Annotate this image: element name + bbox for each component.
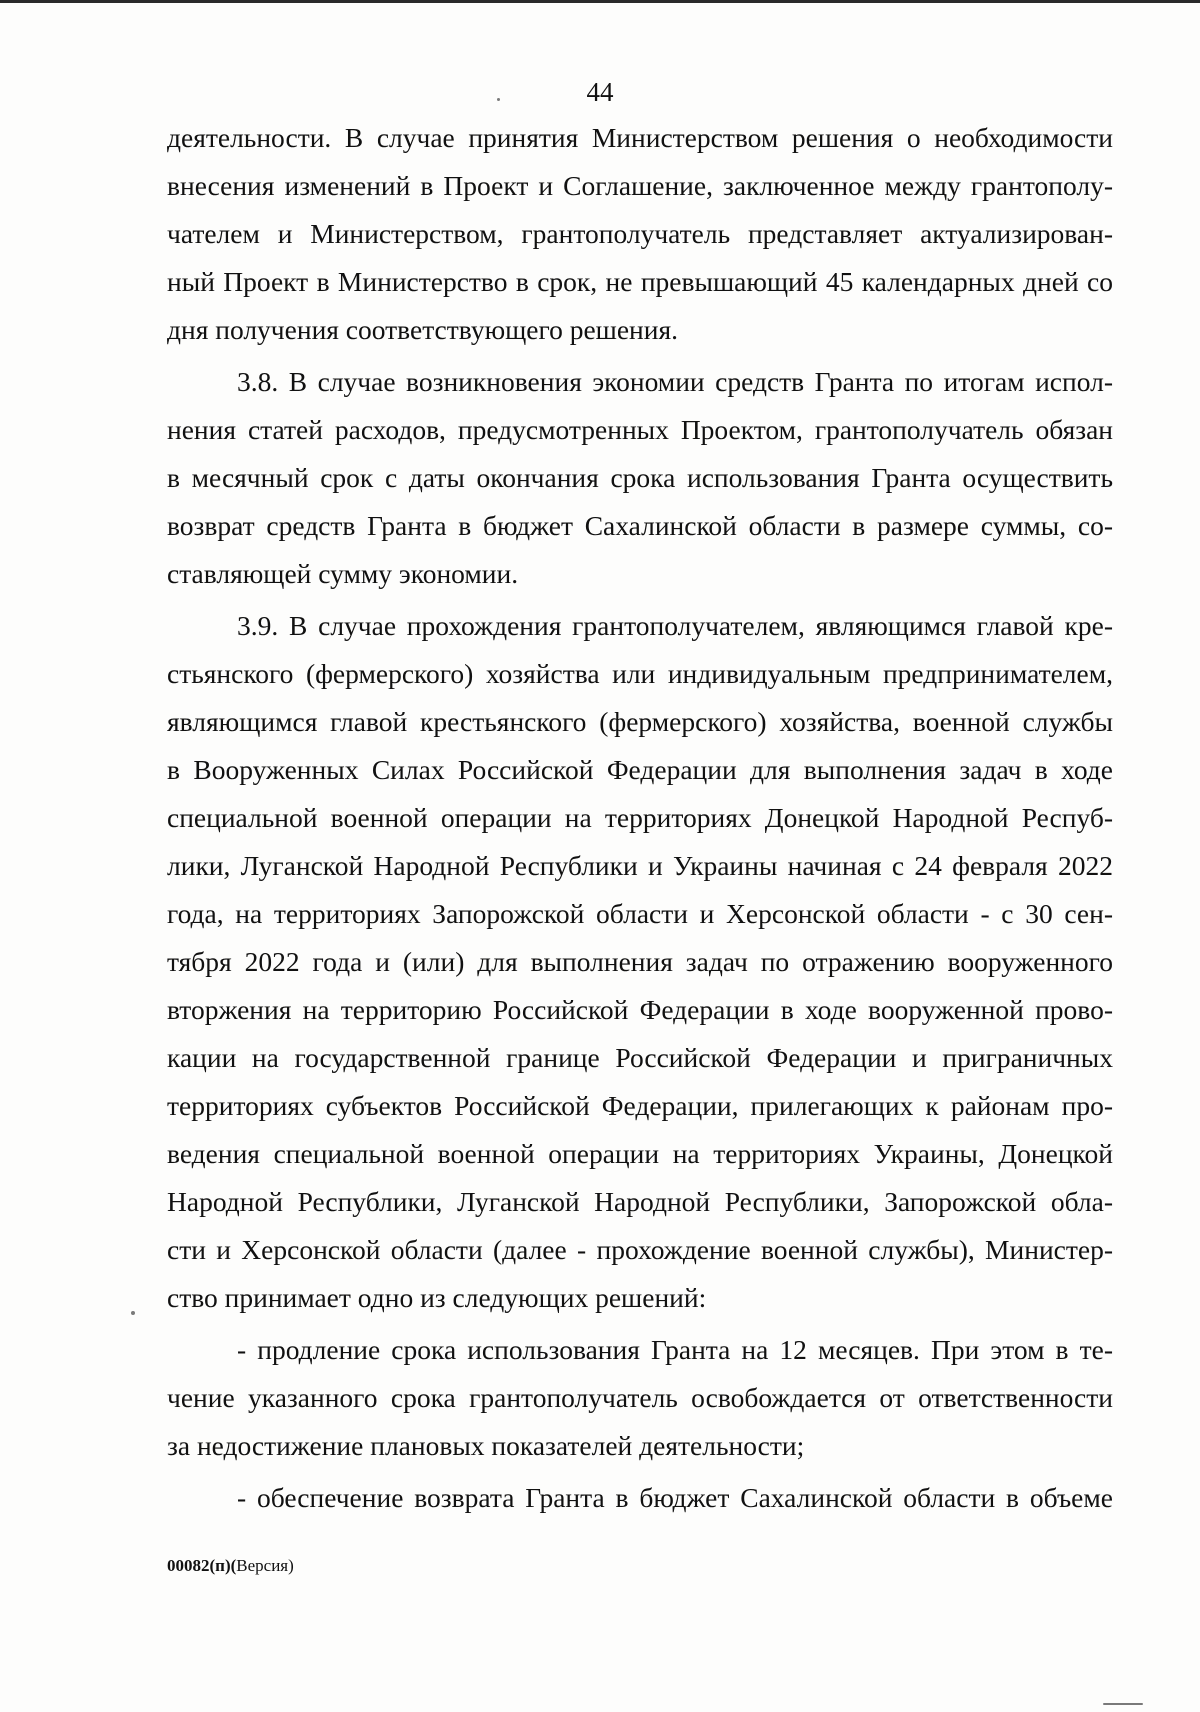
text-line: за недостижение плановых показателей деятельности;	[167, 1430, 805, 1461]
text-line: чателем и Министерством, грантополучатель представляет актуализирован-	[167, 218, 1113, 249]
text-line: тября 2022 года и (или) для выполнения задач по отражению вооруженного	[167, 946, 1113, 977]
text-line: вторжения на территорию Российской Федерации в ходе вооруженной прово-	[167, 994, 1113, 1025]
text-line: ставляющей сумму экономии.	[167, 558, 519, 589]
text-line: специальной военной операции на территориях Донецкой Народной Респуб-	[167, 802, 1113, 833]
document-body	[167, 114, 1113, 1522]
footer-version: Версия)	[236, 1556, 294, 1575]
text-line: лики, Луганской Народной Республики и Украины начиная с 24 февраля 2022	[167, 850, 1113, 881]
scan-speck	[497, 98, 500, 101]
text-line: деятельности. В случае принятия Министерством решения о необходимости	[167, 122, 1113, 153]
text-line: в Вооруженных Силах Российской Федерации для выполнения задач в ходе	[167, 754, 1113, 785]
text-line: года, на территориях Запорожской области и Херсонской области - с 30 сен-	[167, 898, 1113, 929]
text-line: внесения изменений в Проект и Соглашение, заключенное между грантополу-	[167, 170, 1113, 201]
text-line: возврат средств Гранта в бюджет Сахалинской области в размере суммы, со-	[167, 510, 1113, 541]
text-line: чение указанного срока грантополучатель освобождается от ответственности	[167, 1382, 1113, 1413]
text-line: ство принимает одно из следующих решений:	[167, 1282, 707, 1313]
text-line: кации на государственной границе Российской Федерации и приграничных	[167, 1042, 1113, 1073]
text-line: территориях субъектов Российской Федерации, прилегающих к районам про-	[167, 1090, 1113, 1121]
paragraph	[167, 114, 1113, 354]
paragraph	[167, 602, 1113, 1322]
page-number: 44	[586, 77, 614, 107]
top-scan-edge	[0, 0, 1200, 3]
text-line: 3.9. В случае прохождения грантополучателем, являющимся главой кре-	[237, 610, 1113, 641]
text-line: 3.8. В случае возникновения экономии средств Гранта по итогам испол-	[237, 366, 1113, 397]
text-line: стьянского (фермерского) хозяйства или индивидуальным предпринимателем,	[167, 658, 1113, 689]
paragraph	[167, 1474, 1113, 1522]
paragraph	[167, 358, 1113, 598]
text-line: - продление срока использования Гранта на 12 месяцев. При этом в те-	[237, 1334, 1113, 1365]
text-line: Народной Республики, Луганской Народной Республики, Запорожской обла-	[167, 1186, 1113, 1217]
footer-code: 00082(п)(	[167, 1556, 237, 1575]
text-line: являющимся главой крестьянского (фермерского) хозяйства, военной службы	[167, 706, 1113, 737]
paragraph	[167, 1326, 1113, 1470]
text-line: сти и Херсонской области (далее - прохождение военной службы), Министер-	[167, 1234, 1113, 1265]
text-line: в месячный срок с даты окончания срока использования Гранта осуществить	[167, 462, 1113, 493]
text-line: ведения специальной военной операции на территориях Украины, Донецкой	[167, 1138, 1113, 1169]
text-line: нения статей расходов, предусмотренных Проектом, грантополучатель обязан	[167, 414, 1113, 445]
document-footer	[167, 1556, 294, 1576]
scan-speck	[1103, 1703, 1143, 1705]
text-line: - обеспечение возврата Гранта в бюджет Сахалинской области в объеме	[237, 1482, 1113, 1513]
scan-speck	[131, 1311, 135, 1315]
text-line: дня получения соответствующего решения.	[167, 314, 679, 345]
text-line: ный Проект в Министерство в срок, не превышающий 45 календарных дней со	[167, 266, 1113, 297]
